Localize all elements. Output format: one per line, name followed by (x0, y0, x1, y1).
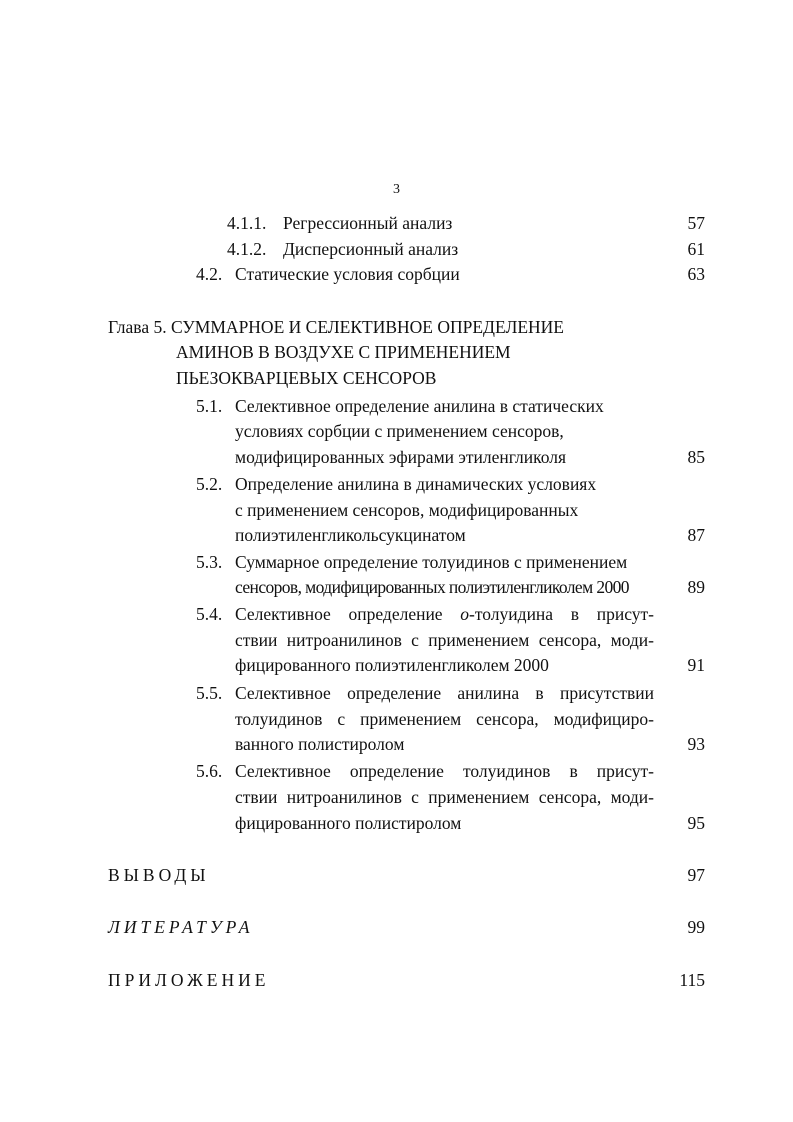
entry-title-line: Селективное определение толуидинов в присут- (235, 761, 654, 781)
entry-title: ПРИЛОЖЕНИЕ (108, 970, 270, 990)
chapter-line: ПЬЕЗОКВАРЦЕВЫХ СЕНСОРОВ (176, 368, 437, 388)
entry-number: 5.3. (196, 552, 223, 572)
entry-text-part: Селективное определение (235, 604, 461, 624)
entry-text-part: -толуидина в присут- (469, 604, 654, 624)
entry-number: 5.2. (196, 474, 223, 494)
entry-title: ЛИТЕРАТУРА (108, 917, 254, 937)
entry-title-line: модифицированных эфирами этиленгликоля (235, 447, 567, 467)
entry-title-line: с применением сенсоров, модифицированных (235, 500, 579, 520)
entry-title-line: фицированного полистиролом (235, 813, 462, 833)
entry-title-line: условиях сорбции с применением сенсоров, (235, 421, 564, 441)
entry-title: Регрессионный анализ (283, 213, 453, 233)
entry-page: 99 (687, 917, 705, 937)
entry-page: 95 (687, 813, 705, 833)
entry-title-line: Суммарное определение толуидинов с применением (235, 552, 628, 572)
entry-title-line: ванного полистиролом (235, 734, 405, 754)
entry-page: 61 (687, 239, 705, 259)
entry-page: 115 (679, 970, 705, 990)
entry-number: 4.1.1. (227, 213, 267, 233)
entry-title-line (235, 601, 654, 627)
entry-number: 5.1. (196, 396, 223, 416)
entry-number: 5.6. (196, 761, 223, 781)
entry-page: 63 (687, 264, 705, 284)
entry-title: Дисперсионный анализ (283, 239, 459, 259)
entry-number: 4.1.2. (227, 239, 267, 259)
entry-number: 4.2. (196, 264, 223, 284)
entry-title-line: Селективное определение анилина в присутствии (235, 683, 654, 703)
entry-title-line: полиэтиленгликольсукцинатом (235, 525, 466, 545)
entry-title-line: сенсоров, модифицированных полиэтиленгликолем 2000 (235, 577, 629, 597)
entry-title-line: ствии нитроанилинов с применением сенсора, моди- (235, 630, 654, 650)
entry-page: 97 (687, 865, 705, 885)
entry-title: ВЫВОДЫ (108, 865, 210, 885)
entry-page: 85 (687, 447, 705, 467)
entry-title-line: фицированного полиэтиленгликолем 2000 (235, 655, 549, 675)
entry-title-line: ствии нитроанилинов с применением сенсора, моди- (235, 787, 654, 807)
entry-title-line: Селективное определение анилина в статических (235, 396, 604, 416)
chapter-line: Глава 5. СУММАРНОЕ И СЕЛЕКТИВНОЕ ОПРЕДЕЛЕНИЕ (108, 317, 564, 337)
entry-number: 5.4. (196, 604, 223, 624)
page-number: 3 (393, 182, 400, 197)
entry-title-line: толуидинов с применением сенсора, модифициро- (235, 709, 654, 729)
entry-page: 57 (687, 213, 705, 233)
entry-number: 5.5. (196, 683, 223, 703)
entry-page: 89 (687, 577, 705, 597)
chapter-line: АМИНОВ В ВОЗДУХЕ С ПРИМЕНЕНИЕМ (176, 342, 511, 362)
entry-page: 91 (687, 655, 705, 675)
entry-page: 93 (687, 734, 705, 754)
entry-title: Статические условия сорбции (235, 264, 460, 284)
ortho-prefix: о (460, 604, 470, 624)
entry-page: 87 (687, 525, 705, 545)
entry-title-line: Определение анилина в динамических условиях (235, 474, 597, 494)
